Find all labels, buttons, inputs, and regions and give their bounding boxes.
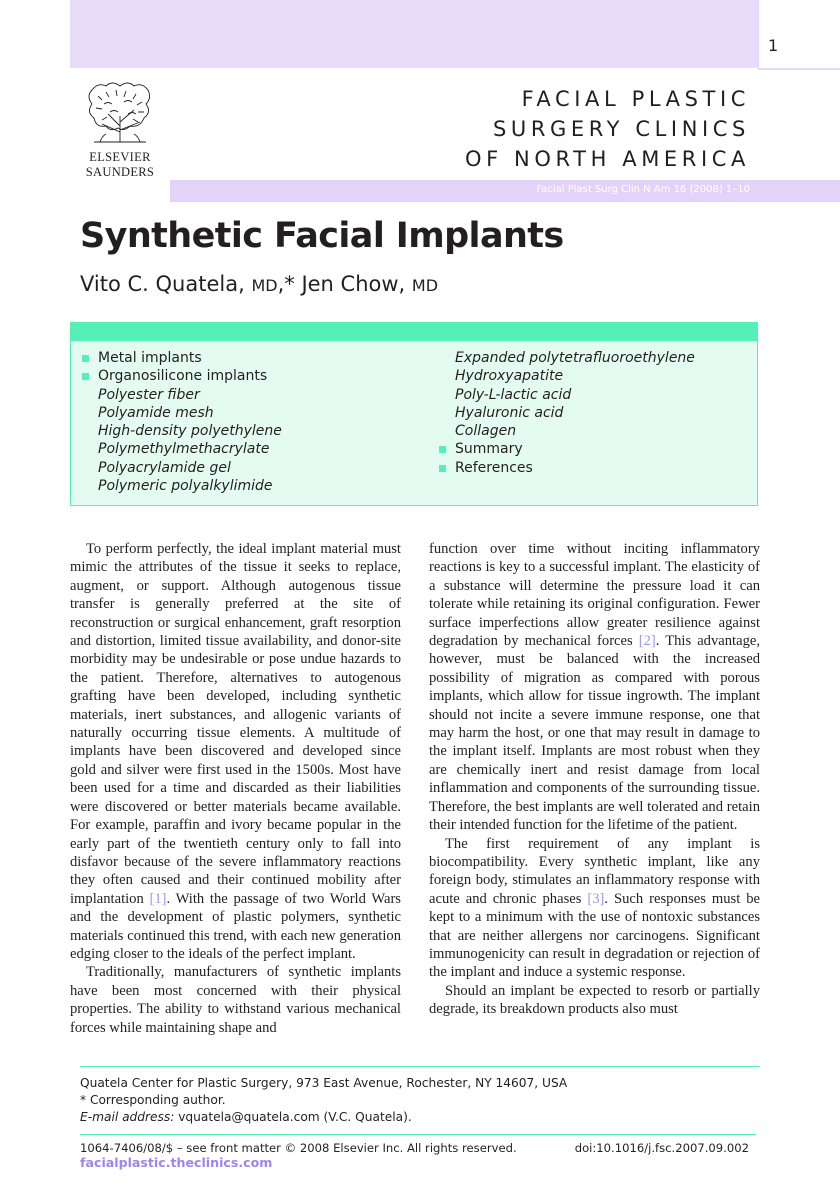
email-address[interactable]: vquatela@quatela.com (V.C. Quatela). — [174, 1110, 412, 1124]
author-name: Vito C. Quatela, — [80, 272, 245, 296]
citation-link[interactable]: [1] — [149, 890, 167, 907]
footnote — [80, 1066, 760, 1126]
journal-citation: Facial Plast Surg Clin N Am 16 (2008) 1–10 — [536, 184, 750, 195]
author-affiliation: Quatela Center for Plastic Surgery, 973 East Avenue, Rochester, NY 14607, USA — [80, 1076, 568, 1090]
journal-title — [465, 84, 750, 174]
square-bullet-icon — [82, 355, 89, 362]
outline-subitem[interactable]: Polymeric polyalkylimide — [98, 478, 273, 495]
doi[interactable]: doi:10.1016/j.fsc.2007.09.002 — [574, 1141, 749, 1155]
body-paragraph: Traditionally, manufacturers of synthetic implants have been most concerned with their physical properties. The ability to withstand various mechanical forces while maintaining shape and — [70, 964, 401, 1036]
outline-item[interactable]: Organosilicone implants — [71, 367, 282, 385]
author-name: Jen Chow, — [301, 272, 406, 296]
journal-title-line: SURGERY CLINICS — [492, 117, 750, 141]
outline-subitem[interactable]: Expanded polytetrafluoroethylene — [455, 350, 695, 366]
article-outline — [70, 322, 758, 506]
outline-subitem[interactable]: Polymethylmethacrylate — [98, 441, 270, 458]
citation-link[interactable]: [2] — [638, 633, 656, 650]
outline-header-bar — [71, 323, 757, 341]
outline-subitem[interactable]: Polyacrylamide gel — [98, 459, 231, 476]
outline-subitem[interactable]: Poly-L-lactic acid — [455, 386, 572, 403]
publisher-imprint: SAUNDERS — [85, 165, 155, 179]
outline-subitem[interactable]: Collagen — [455, 423, 517, 440]
journal-title-line: FACIAL PLASTIC — [521, 87, 750, 111]
outline-subitem[interactable]: Polyester fiber — [98, 386, 200, 403]
header-rule — [758, 68, 840, 70]
square-bullet-icon — [82, 373, 89, 380]
article-title: Synthetic Facial Implants — [80, 216, 564, 256]
footer-rule — [80, 1134, 756, 1135]
corresponding-author-note: * Corresponding author. — [80, 1093, 226, 1107]
journal-url-link[interactable]: facialplastic.theclinics.com — [80, 1155, 273, 1170]
outline-subitem[interactable]: Hyaluronic acid — [455, 404, 564, 421]
outline-subitem[interactable]: Hydroxyapatite — [455, 368, 564, 385]
outline-column-right — [428, 349, 695, 477]
page-number-box — [758, 0, 840, 68]
outline-subitem[interactable]: Polyamide mesh — [98, 404, 214, 421]
outline-item[interactable]: Summary — [428, 440, 695, 458]
body-column-left — [70, 540, 401, 1037]
email-line — [80, 1109, 760, 1126]
publisher-name: ELSEVIER — [89, 150, 151, 164]
page-number: 1 — [768, 36, 779, 55]
body-paragraph: The first requirement of any implant is biocompatibility. Every synthetic implant, like any foreign body, stimulates an inflammatory response with acute and chronic phases [3]. Such responses must be kept to a minimum with the use of nontoxic substances that are neither allergens nor carcinogens. Significant immunogenicity can result in degradation or rejection of the implant and induce a systemic response. — [429, 835, 760, 981]
journal-title-line: OF NORTH AMERICA — [464, 147, 750, 171]
outline-item[interactable]: Metal implants — [71, 349, 282, 367]
author-list — [80, 272, 438, 296]
body-paragraph: To perform perfectly, the ideal implant material must mimic the attributes of the tissue it seeks to replace, augment, or support. Although autogenous tissue transfer is generally preferred at the site of reconstruction or surgical enhancement, graft resorption and distortion, limited tissue availability, and donor-site morbidity may be undesirable or pose undue hazards to the patient. Therefore, alternatives to autogenous grafting have been developed, including synthetic materials, inert substances, and allogenic variants of naturally occurring tissue elements. A multitude of implants have been discovered and developed since gold and silver were first used in the 1500s. Most have been used for a time and discarded as their liabilities were discovered or better materials became available. For example, paraffin and ivory became popular in the early part of the twentieth century only to fall into disfavor because of the severe inflammatory reactions they often caused and their continued mobility after implantation [1]. With the passage of two World Wars and the development of plastic polymers, synthetic materials continued this trend, with each new generation edging closer to the ideals of the perfect implant. — [70, 541, 401, 962]
body-paragraph: function over time without inciting inflammatory reactions is key to a successful implant. The elasticity of a substance will determine the pressure load it can tolerate while retaining its original configuration. Fewer surface imperfections allow greater resilience against degradation by mechanical forces [2]. This advantage, however, must be balanced with the increased possibility of migration as compared with porous implants, which allow for tissue ingrowth. The implant should not incite a severe immune response, one that may harm the host, or one that may result in damage to the implant itself. Implants are most robust when they are chemically inert and resist damage from local inflammation and components of the surrounding tissue. Therefore, the best implants are well tolerated and retain their intended function for the lifetime of the patient. — [429, 541, 760, 834]
email-label: E-mail address: — [80, 1110, 175, 1124]
author-degree: MD — [411, 276, 439, 295]
square-bullet-icon — [439, 465, 446, 472]
body-paragraph: Should an implant be expected to resorb or partially degrade, its breakdown products also must — [429, 982, 760, 1018]
outline-subitem[interactable]: High-density polyethylene — [98, 423, 282, 440]
header-band — [70, 0, 758, 68]
outline-item[interactable]: References — [428, 459, 695, 477]
body-column-right — [429, 540, 760, 1019]
outline-column-left — [71, 349, 282, 495]
corresponding-mark: ,* — [277, 272, 295, 296]
author-degree: MD — [251, 276, 278, 295]
citation-link[interactable]: [3] — [587, 890, 605, 907]
square-bullet-icon — [439, 446, 446, 453]
copyright-line: 1064-7406/08/$ – see front matter © 2008 Elsevier Inc. All rights reserved. — [80, 1141, 517, 1155]
